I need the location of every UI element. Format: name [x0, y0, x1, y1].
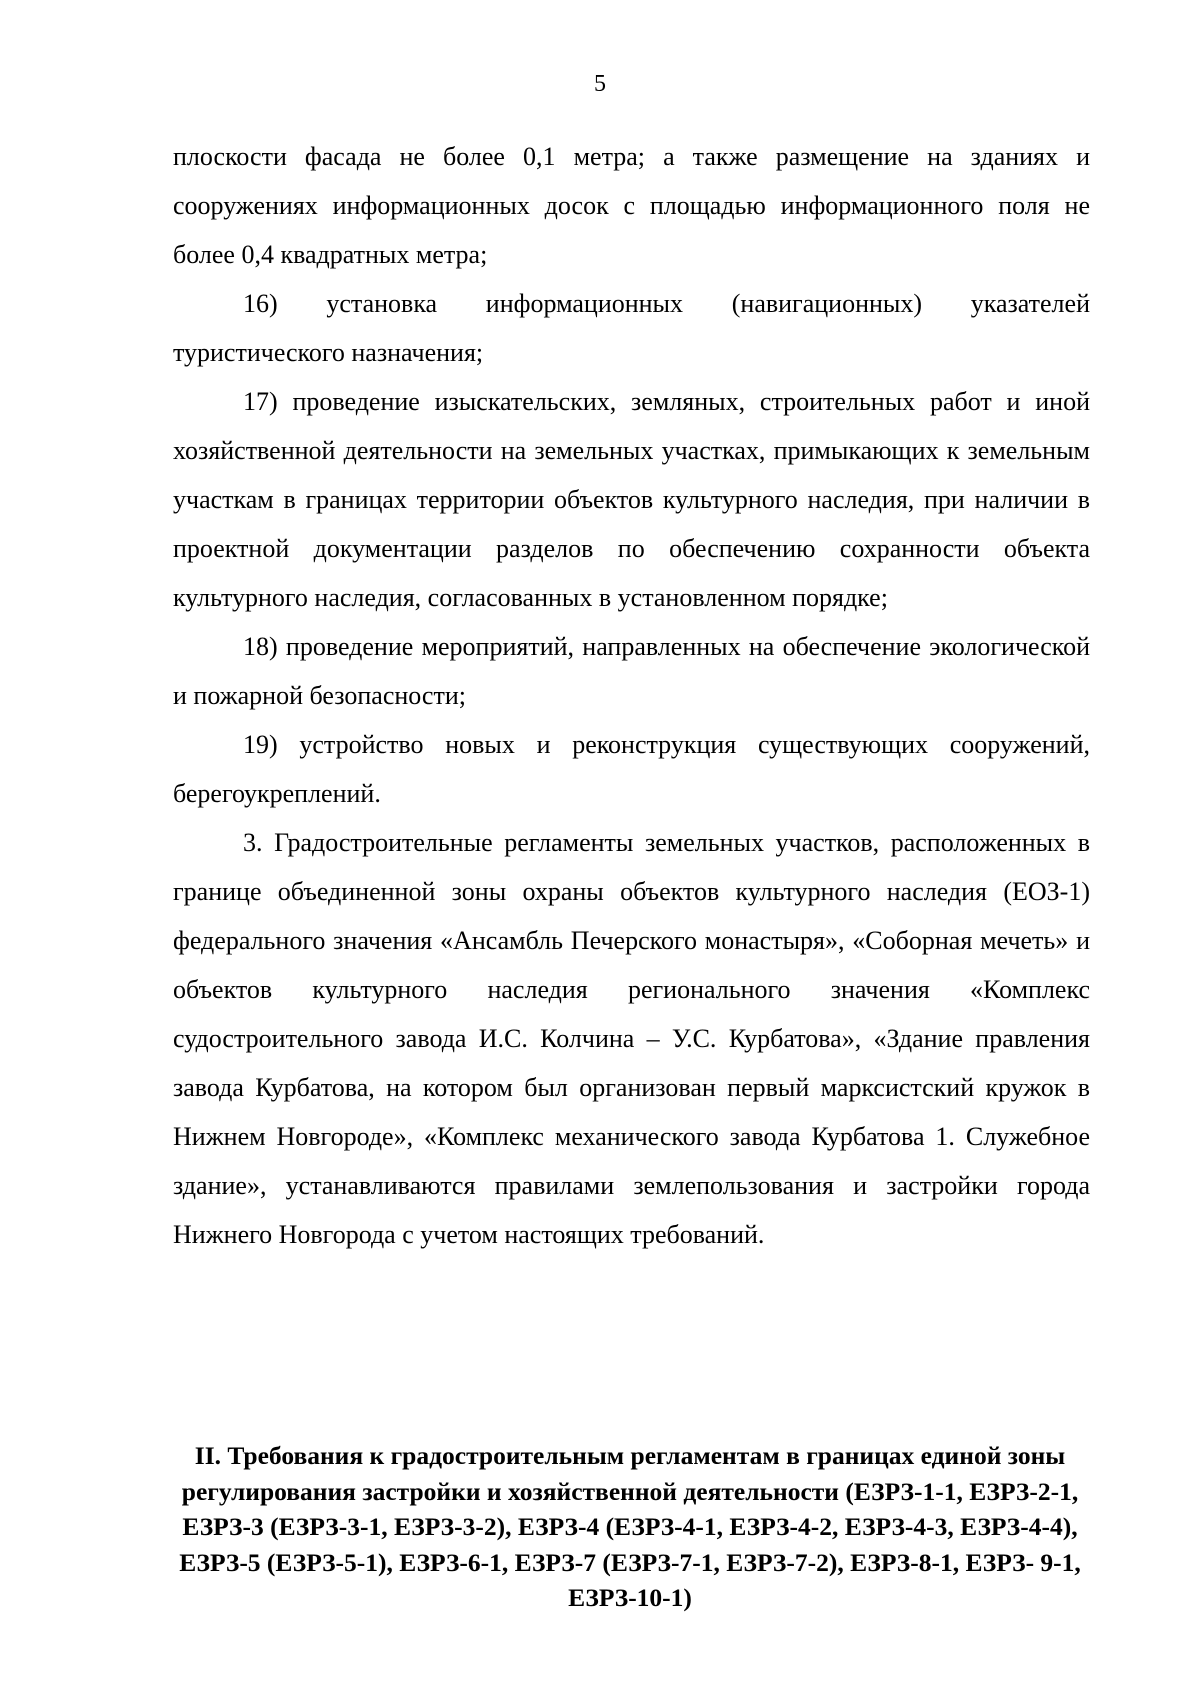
section-heading: II. Требования к градостроительным регламентам в границах единой зоны регулирования застройки и хозяйственной деятельности (ЕЗРЗ-1-1, ЕЗРЗ-2-1, ЕЗРЗ-3 (ЕЗРЗ-3-1, ЕЗРЗ-3-2), ЕЗРЗ-4 (ЕЗРЗ-4-1, ЕЗРЗ-4-2, ЕЗРЗ-4-3, ЕЗРЗ-4-4), ЕЗРЗ-5 (ЕЗРЗ-5-1), ЕЗРЗ-6-1, ЕЗРЗ-7 (ЕЗРЗ-7-1, ЕЗРЗ-7-2), ЕЗРЗ-8-1, ЕЗРЗ- 9-1, ЕЗРЗ-10-1) [179, 1441, 1081, 1612]
list-item-19: 19) устройство новых и реконструкция существующих сооружений, берегоукреплений. [173, 730, 1090, 808]
list-item-17: 17) проведение изыскательских, земляных, строительных работ и иной хозяйственной деятельности на земельных участках, примыкающих к земельным участкам в границах территории объектов культурного наследия, при наличии в проектной документации разделов по обеспечению сохранности объекта культурного наследия, согласованных в установленном порядке; [173, 387, 1090, 612]
document-body [173, 132, 1090, 1259]
list-item-18: 18) проведение мероприятий, направленных на обеспечение экологической и пожарной безопасности; [173, 632, 1090, 710]
list-item-16: 16) установка информационных (навигационных) указателей туристического назначения; [173, 289, 1090, 367]
clause-3: 3. Градостроительные регламенты земельных участков, расположенных в границе объединенной зоны охраны объектов культурного наследия (ЕОЗ-1) федерального значения «Ансамбль Печерского монастыря», «Соборная мечеть» и объектов культурного наследия регионального значения «Комплекс судостроительного завода И.С. Колчина – У.С. Курбатова», «Здание правления завода Курбатова, на котором был организован первый марксистский кружок в Нижнем Новгороде», «Комплекс механического завода Курбатова 1. Служебное здание», устанавливаются правилами землепользования и застройки города Нижнего Новгорода с учетом настоящих требований. [173, 828, 1090, 1249]
paragraph-continuation: плоскости фасада не более 0,1 метра; а также размещение на зданиях и сооружениях информационных досок с площадью информационного поля не более 0,4 квадратных метра; [173, 142, 1090, 269]
page-number: 5 [594, 71, 606, 97]
